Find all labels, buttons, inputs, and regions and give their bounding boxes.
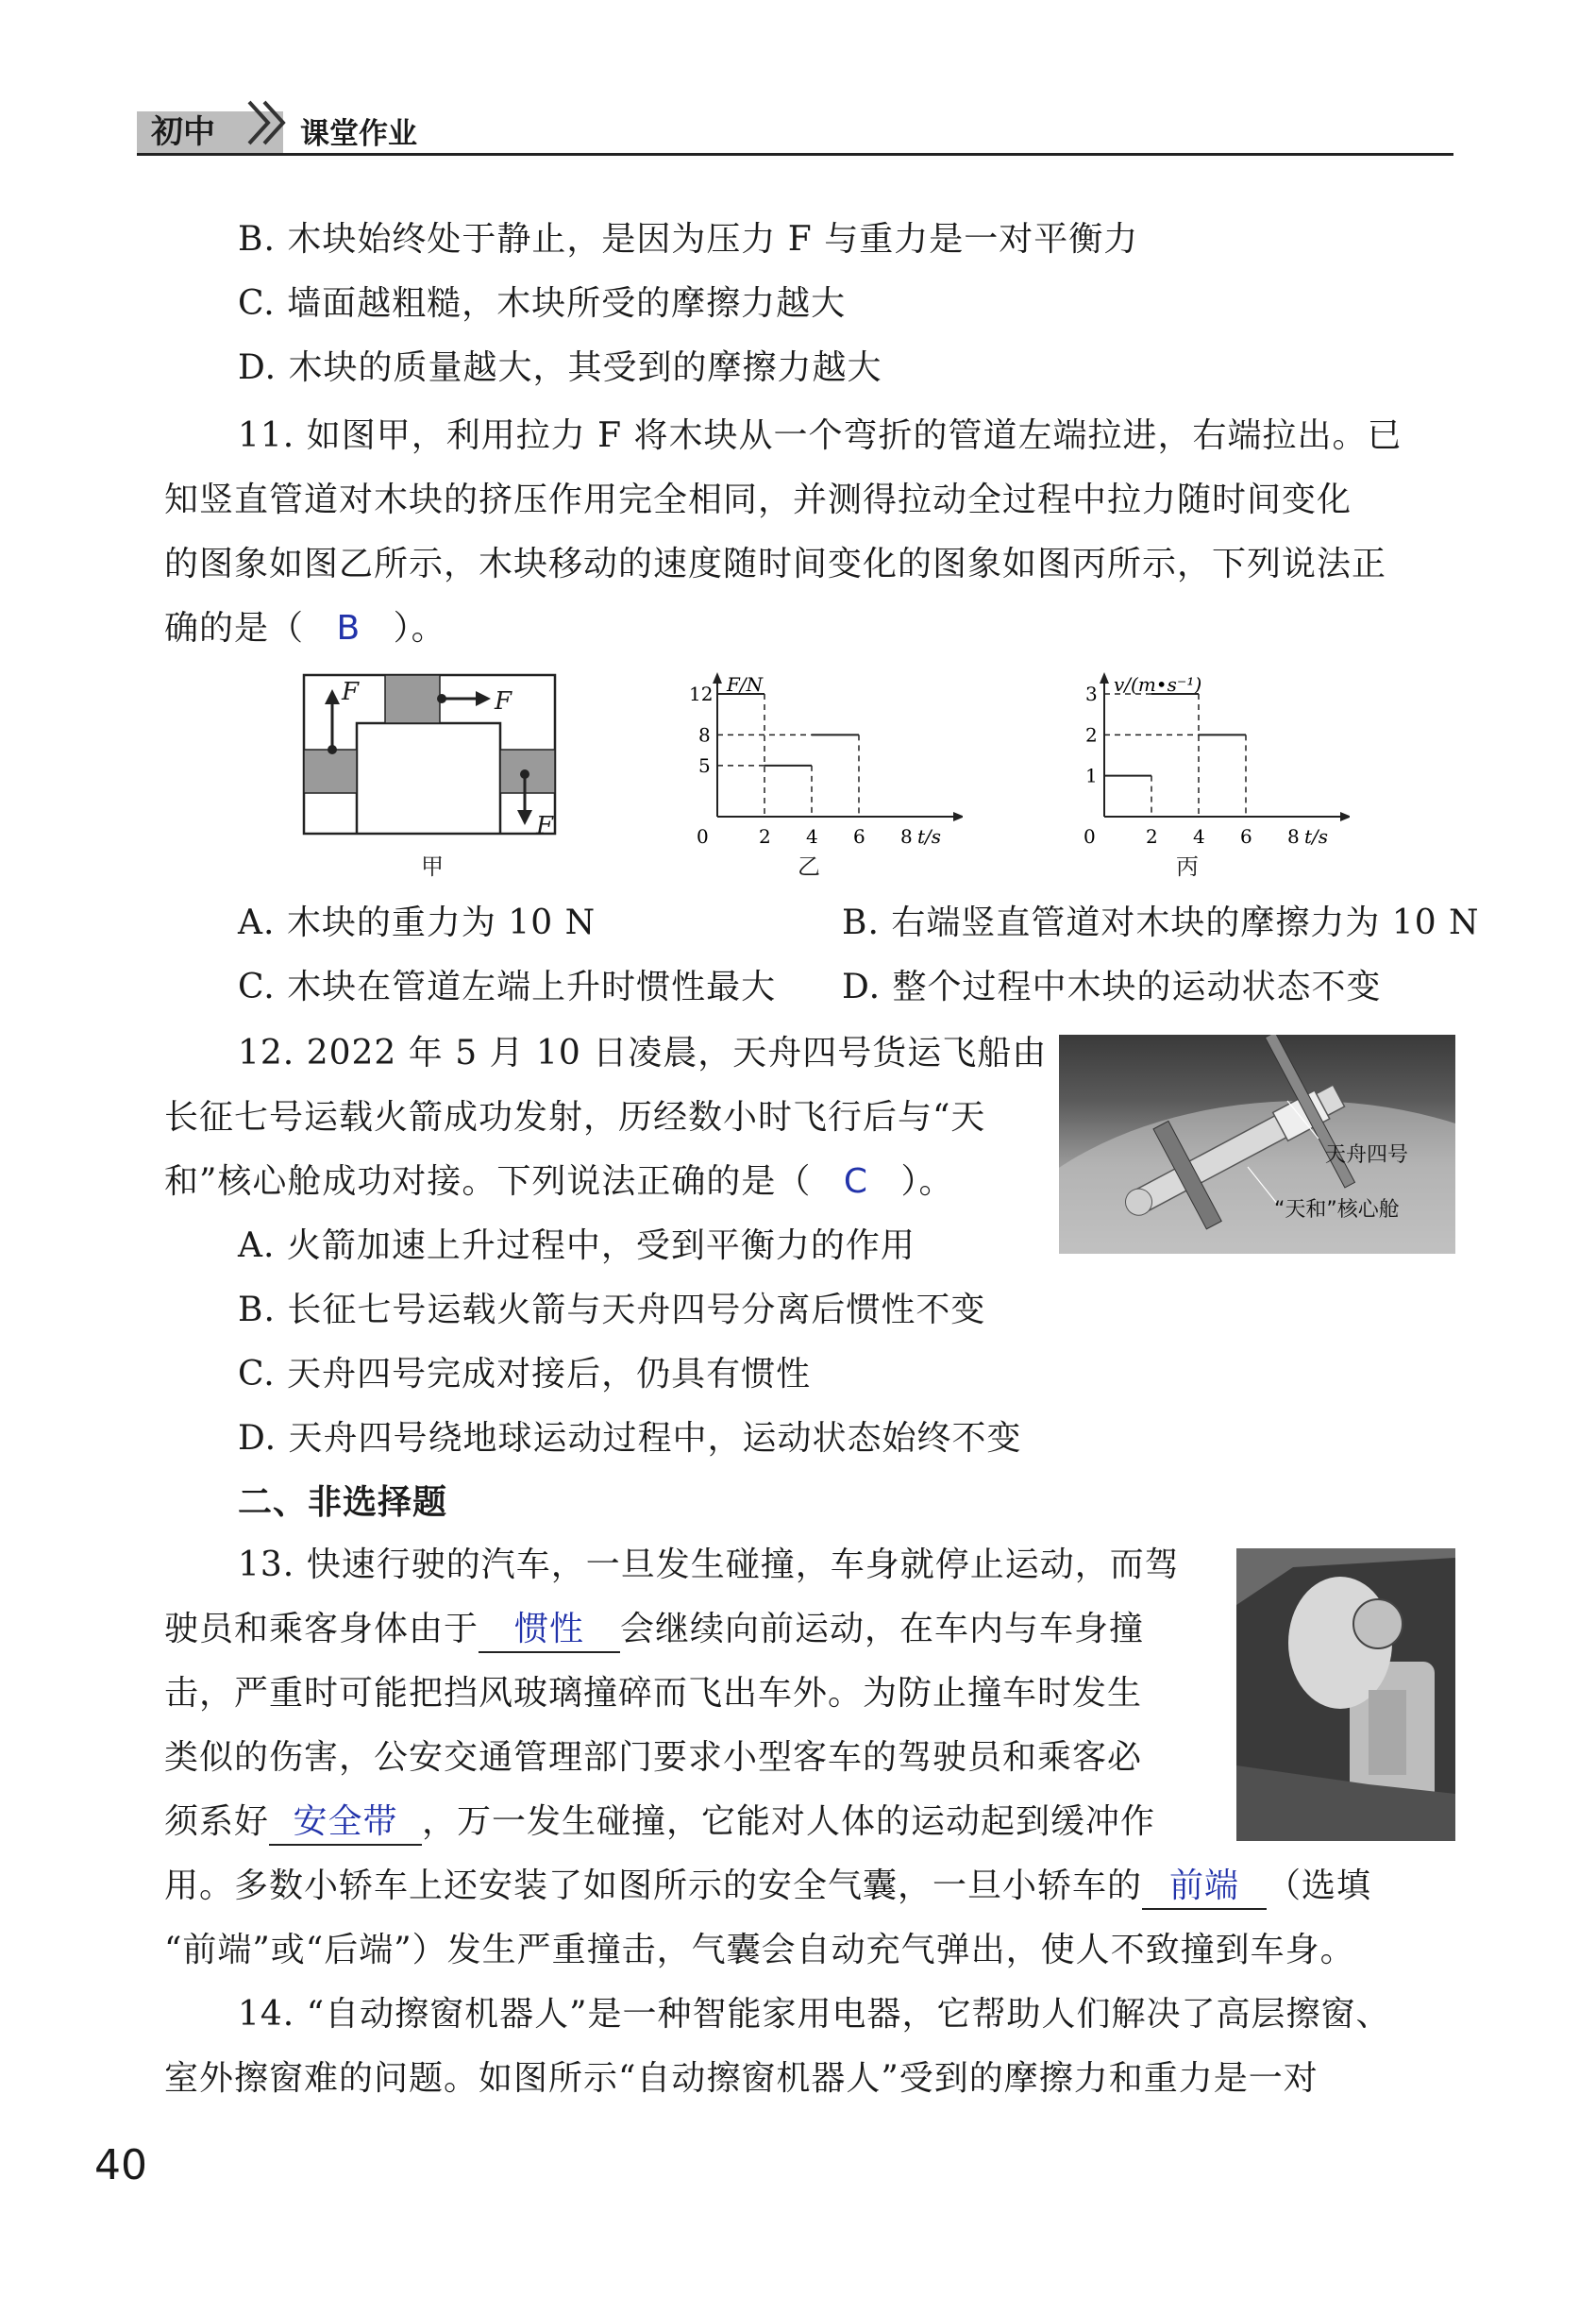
q12-stem-line2: 长征七号运载火箭成功发射，历经数小时飞行后与“天 <box>164 1098 986 1137</box>
q14-stem-line1: 14. “自动擦窗机器人”是一种智能家用电器，它帮助人们解决了高层擦窗、 <box>238 1995 1391 2034</box>
q11-stem-line2: 知竖直管道对木块的挤压作用完全相同，并测得拉动全过程中拉力随时间变化 <box>164 481 1352 519</box>
q11-chart-force-time <box>661 672 963 852</box>
q12-photo-label-tianzhou: 天舟四号 <box>1325 1143 1409 1167</box>
q12-stem-line3 <box>164 1161 953 1203</box>
q13-stem-line7: “前端”或“后端”）发生严重撞击，气囊会自动充气弹出，使人不致撞到车身。 <box>164 1931 1355 1969</box>
y-axis-arrow <box>1100 672 1109 684</box>
q13-stem-line2-pre: 驶员和乘客身体由于 <box>164 1610 479 1648</box>
q13-stem-line4: 类似的伤害，公安交通管理部门要求小型客车的驾驶员和乘客必 <box>164 1738 1143 1777</box>
q12-answer: C <box>843 1162 868 1201</box>
q11-stem-post: ）。 <box>393 609 446 648</box>
q13-blank-3: 前端 <box>1142 1870 1267 1910</box>
y-axis-label: v/(m•s⁻¹) <box>1114 673 1202 696</box>
q11-stem-line1: 11. 如图甲，利用拉力 F 将木块从一个弯折的管道左端拉进，右端拉出。已 <box>238 416 1403 455</box>
header-chevron-icon <box>244 94 291 151</box>
q10-option-b: B. 木块始终处于静止，是因为压力 F 与重力是一对平衡力 <box>238 220 1139 259</box>
x-tick-label: 8 <box>1287 825 1300 848</box>
q13-stem-line1: 13. 快速行驶的汽车，一旦发生碰撞，车身就停止运动，而驾 <box>238 1545 1180 1584</box>
header-divider <box>137 153 1453 156</box>
q13-stem-line2 <box>164 1609 1144 1653</box>
q11-stem-pre: 确的是（ <box>164 609 305 648</box>
q13-stem-line5-post: ，万一发生碰撞，它能对人体的运动起到缓冲作 <box>422 1802 1156 1841</box>
q11-figure-yi-label: 乙 <box>798 853 820 880</box>
y-tick-label: 3 <box>1085 683 1098 705</box>
q11-stem-line4 <box>164 608 446 650</box>
q13-stem-line6-post: （选填 <box>1267 1866 1372 1905</box>
airbag-image <box>1236 1548 1455 1841</box>
x-axis-label: t/s <box>1304 825 1329 848</box>
q12-stem-post: ）。 <box>900 1162 954 1201</box>
q13-stem-line5-pre: 须系好 <box>164 1802 270 1841</box>
x-tick-label: 4 <box>1193 825 1205 848</box>
x-tick-label: 4 <box>806 825 818 848</box>
y-tick-label: 8 <box>698 723 711 747</box>
q12-photo-label-tianhe: “天和”核心舱 <box>1274 1198 1400 1222</box>
q11-force-label-right: F <box>536 812 554 840</box>
y-tick-label: 2 <box>1085 723 1098 747</box>
q14-stem-line2: 室外擦窗难的问题。如图所示“自动擦窗机器人”受到的摩擦力和重力是一对 <box>164 2059 1319 2098</box>
x-axis-label: t/s <box>917 825 942 848</box>
x-tick-label: 6 <box>853 825 865 848</box>
x-tick-label: 6 <box>1240 825 1252 848</box>
q11-option-b: B. 右端竖直管道对木块的摩擦力为 10 N <box>842 904 1480 942</box>
q13-stem-line2-post: 会继续向前运动，在车内与车身撞 <box>620 1610 1145 1648</box>
q11-force-label-left: F <box>342 678 360 706</box>
q13-blank-2: 安全带 <box>269 1806 422 1846</box>
q12-stem-pre: 和”核心舱成功对接。下列说法正确的是（ <box>164 1162 812 1201</box>
q11-stem-line3: 的图象如图乙所示，木块移动的速度随时间变化的图象如图丙所示，下列说法正 <box>164 545 1387 583</box>
q11-answer: B <box>336 609 361 648</box>
q12-option-a: A. 火箭加速上升过程中，受到平衡力的作用 <box>238 1226 916 1265</box>
q12-option-b: B. 长征七号运载火箭与天舟四号分离后惯性不变 <box>238 1291 986 1329</box>
q11-force-label-top: F <box>495 687 512 716</box>
y-tick-label: 12 <box>689 683 714 705</box>
q10-option-d: D. 木块的质量越大，其受到的摩擦力越大 <box>238 348 882 387</box>
q11-option-c: C. 木块在管道左端上升时惯性最大 <box>238 968 777 1006</box>
y-axis-arrow <box>713 672 722 684</box>
q13-stem-line6-pre: 用。多数小轿车上还安装了如图所示的安全气囊，一旦小轿车的 <box>164 1866 1143 1905</box>
header-level: 初中 <box>151 113 215 151</box>
q11-figure-bing-label: 丙 <box>1176 853 1199 880</box>
q13-blank-1: 惯性 <box>479 1613 620 1653</box>
y-tick-label: 1 <box>1085 764 1098 787</box>
q12-stem-line1: 12. 2022 年 5 月 10 日凌晨，天舟四号货运飞船由 <box>238 1034 1048 1073</box>
header-title: 课堂作业 <box>300 117 417 151</box>
q11-option-d: D. 整个过程中木块的运动状态不变 <box>842 968 1382 1006</box>
q13-stem-line5 <box>164 1801 1155 1846</box>
q13-airbag-photo <box>1236 1548 1455 1841</box>
q13-stem-line6 <box>164 1866 1371 1910</box>
q10-option-c: C. 墙面越粗糙，木块所受的摩擦力越大 <box>238 284 847 323</box>
x-tick-label: 2 <box>1146 825 1158 848</box>
x-axis-arrow <box>1340 812 1350 821</box>
section-heading-non-choice: 二、非选择题 <box>238 1483 448 1522</box>
q13-stem-line3: 击，严重时可能把挡风玻璃撞碎而飞出车外。为防止撞车时发生 <box>164 1674 1143 1713</box>
x-tick-label: 8 <box>900 825 913 848</box>
x-tick-label: 2 <box>759 825 771 848</box>
q12-option-c: C. 天舟四号完成对接后，仍具有惯性 <box>238 1355 812 1393</box>
x-tick-label: 0 <box>1084 825 1096 848</box>
page-number: 40 <box>94 2141 147 2189</box>
q11-figure-jia-label: 甲 <box>421 853 444 880</box>
x-tick-label: 0 <box>697 825 709 848</box>
q11-option-a: A. 木块的重力为 10 N <box>238 904 596 942</box>
q12-space-station-photo <box>1059 1035 1455 1254</box>
y-axis-label: F/N <box>727 673 764 696</box>
q11-chart-velocity-time <box>1048 672 1350 852</box>
q12-option-d: D. 天舟四号绕地球运动过程中，运动状态始终不变 <box>238 1419 1022 1458</box>
y-tick-label: 5 <box>698 753 711 777</box>
x-axis-arrow <box>953 812 963 821</box>
